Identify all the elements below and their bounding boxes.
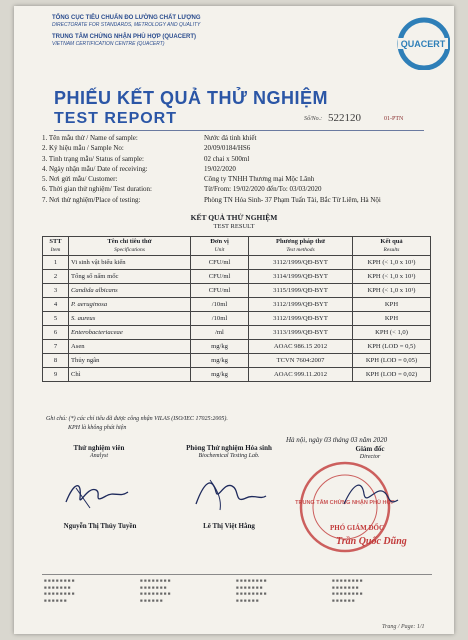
- info-row: [42, 134, 442, 144]
- cell-result: KPH (< 1,0 x 10¹): [353, 284, 431, 298]
- footer-contact-3: ■ ■ ■ ■ ■ ■ ■ ■ ■ ■ ■ ■ ■ ■ ■ ■ ■ ■ ■ ■ ■ ■ ■ ■ ■ ■ ■ ■ ■: [236, 578, 267, 603]
- column-header-label: STT: [49, 238, 62, 245]
- info-label: 4. Ngày nhận mẫu/ Date of receiving:: [42, 164, 148, 173]
- footer-divider: [42, 574, 432, 575]
- column-header-label: Tên chỉ tiêu thử: [107, 238, 152, 245]
- cell-method: AOAC 999.11.2012: [249, 368, 353, 382]
- footer-contact-1: ■ ■ ■ ■ ■ ■ ■ ■ ■ ■ ■ ■ ■ ■ ■ ■ ■ ■ ■ ■ ■ ■ ■ ■ ■ ■ ■ ■ ■: [44, 578, 75, 603]
- table-row: [43, 312, 431, 326]
- organization-header: [52, 14, 352, 48]
- report-number-label: Số/No.:: [304, 116, 323, 122]
- info-row: [42, 155, 442, 165]
- cell-spec: Vi sinh vật biểu kiến: [69, 256, 191, 270]
- cell-item: 6: [43, 326, 69, 340]
- quacert-logo: [394, 14, 450, 70]
- cell-result: KPH (LOD = 0,05): [353, 354, 431, 368]
- result-heading-en: TEST RESULT: [213, 223, 255, 230]
- stamp-text: TRUNG TÂM CHỨNG NHẬN PHÙ HỢP: [295, 500, 395, 506]
- table-row: [43, 298, 431, 312]
- cell-result: KPH (LOD = 0,02): [353, 368, 431, 382]
- table-row: [43, 284, 431, 298]
- cell-item: 2: [43, 270, 69, 284]
- info-row: [42, 175, 442, 185]
- cell-unit: CFU/ml: [191, 270, 249, 284]
- page-number: [382, 624, 425, 630]
- cell-spec: S. aureus: [69, 312, 191, 326]
- cell-item: 7: [43, 340, 69, 354]
- cell-spec: Candida albicans: [69, 284, 191, 298]
- cell-unit: mg/kg: [191, 354, 249, 368]
- cell-result: KPH: [353, 312, 431, 326]
- column-header-sub: Item: [50, 247, 61, 253]
- info-row: [42, 196, 442, 206]
- cell-spec: Enterobacteriaceae: [69, 326, 191, 340]
- info-value: Phòng TN Hóa Sinh- 37 Phạm Tuấn Tài, Bắc Từ Liêm, Hà Nội: [204, 195, 381, 204]
- form-code: 01-PTN: [384, 116, 404, 122]
- cell-item: 3: [43, 284, 69, 298]
- info-value: 20/09/0184/HS6: [204, 144, 251, 153]
- info-label: 3. Tình trạng mẫu/ Status of sample:: [42, 154, 144, 163]
- cell-result: KPH (< 1,0 x 10¹): [353, 270, 431, 284]
- column-header-spec: [69, 237, 191, 256]
- lab-manager-name: Lê Thị Việt Hằng: [203, 522, 255, 530]
- results-table: [42, 236, 431, 382]
- cell-unit: /ml: [191, 326, 249, 340]
- cell-item: 8: [43, 354, 69, 368]
- info-row: [42, 144, 442, 154]
- column-header-sub: Test methods: [286, 247, 315, 253]
- column-header-label: Đơn vị: [210, 238, 229, 245]
- cell-unit: /10ml: [191, 298, 249, 312]
- cell-unit: CFU/ml: [191, 284, 249, 298]
- cell-method: 3114/1999/QĐ-BYT: [249, 270, 353, 284]
- info-label: 7. Nơi thử nghiệm/Place of testing:: [42, 195, 141, 204]
- cell-result: KPH: [353, 298, 431, 312]
- cell-unit: mg/kg: [191, 340, 249, 354]
- table-row: [43, 340, 431, 354]
- table-row: [43, 270, 431, 284]
- analyst-signature: [62, 476, 132, 512]
- cell-item: 5: [43, 312, 69, 326]
- cell-spec: Chì: [69, 368, 191, 382]
- cell-result: KPH (LOD = 0,5): [353, 340, 431, 354]
- cell-method: 3115/1999/QĐ-BYT: [249, 284, 353, 298]
- cell-method: TCVN 7604:2007: [249, 354, 353, 368]
- director-title: Giám đốc: [355, 445, 385, 453]
- director-sub: Director: [359, 454, 381, 460]
- cell-spec: P. aeruginosa: [69, 298, 191, 312]
- table-row: [43, 256, 431, 270]
- result-heading: [14, 213, 454, 231]
- cell-unit: /10ml: [191, 312, 249, 326]
- cell-spec: Thủy ngân: [69, 354, 191, 368]
- page-label: Trang / Page:: [382, 624, 416, 630]
- report-title: PHIẾU KẾT QUẢ THỬ NGHIỆM: [54, 88, 328, 108]
- info-label: 5. Nơi gửi mẫu/ Customer:: [42, 175, 118, 184]
- center-name-en: VIETNAM CERTIFICATION CENTRE (QUACERT): [52, 41, 165, 47]
- logo-text: QUACERT: [400, 39, 446, 49]
- info-value: 19/02/2020: [204, 164, 236, 173]
- cell-method: AOAC 986.15 2012: [249, 340, 353, 354]
- column-header-label: Phương pháp thử: [276, 238, 325, 245]
- center-name: TRUNG TÂM CHỨNG NHẬN PHÙ HỢP (QUACERT): [52, 34, 196, 40]
- info-label: 6. Thời gian thử nghiệm/ Test duration:: [42, 185, 152, 194]
- column-header-unit: [191, 237, 249, 256]
- column-header-sub: Results: [383, 247, 400, 253]
- info-row: [42, 185, 442, 195]
- cell-item: 9: [43, 368, 69, 382]
- cell-method: 3112/1999/QĐ-BYT: [249, 298, 353, 312]
- column-header-method: [249, 237, 353, 256]
- info-label: 2. Ký hiệu mẫu / Sample No:: [42, 144, 124, 153]
- note-kph: KPH là không phát hiện: [68, 425, 127, 431]
- cell-method: 3112/1999/QĐ-BYT: [249, 256, 353, 270]
- column-header-label: Kết quả: [380, 238, 403, 245]
- sample-info: [42, 134, 442, 206]
- cell-item: 4: [43, 298, 69, 312]
- cell-method: 3113/1999/QĐ-BYT: [249, 326, 353, 340]
- info-value: 02 chai x 500ml: [204, 154, 250, 163]
- column-header-item: [43, 237, 69, 256]
- org-name: TỔNG CỤC TIÊU CHUẨN ĐO LƯỜNG CHẤT LƯỢNG: [52, 15, 201, 21]
- cell-unit: mg/kg: [191, 368, 249, 382]
- info-label: 1. Tên mẫu thử / Name of sample:: [42, 134, 138, 142]
- info-value: Nước đá tinh khiết: [204, 134, 257, 142]
- table-row: [43, 354, 431, 368]
- signing-date: Hà nội, ngày 03 tháng 03 năm 2020: [286, 436, 388, 444]
- lab-signature: [190, 474, 270, 514]
- cell-item: 1: [43, 256, 69, 270]
- page-value: 1/1: [416, 624, 425, 630]
- cell-result: KPH (< 1,0 x 10¹): [353, 256, 431, 270]
- column-header-sub: Unit: [214, 247, 225, 253]
- analyst-title: Thử nghiệm viên: [73, 444, 125, 452]
- note-accreditation: Ghi chú: (*) các chỉ tiêu đã được công nhận VILAS (ISO/IEC 17025:2005).: [46, 416, 228, 422]
- analyst-sub: Analyst: [90, 453, 108, 459]
- lab-sub: Biochemical Testing Lab.: [198, 453, 260, 459]
- footer-contact-2: ■ ■ ■ ■ ■ ■ ■ ■ ■ ■ ■ ■ ■ ■ ■ ■ ■ ■ ■ ■ ■ ■ ■ ■ ■ ■ ■ ■ ■: [140, 578, 171, 603]
- info-value: Công ty TNHH Thương mại Mộc Lãnh: [204, 175, 315, 184]
- table-header-row: [43, 237, 431, 256]
- info-row: [42, 165, 442, 175]
- table-row: [43, 368, 431, 382]
- table-row: [43, 326, 431, 340]
- cell-spec: Tổng số nấm mốc: [69, 270, 191, 284]
- info-value: Từ/From: 19/02/2020 đến/To: 03/03/2020: [204, 185, 322, 194]
- cell-spec: Asen: [69, 340, 191, 354]
- report-sheet: [14, 6, 454, 634]
- column-header-result: [353, 237, 431, 256]
- notes: [46, 415, 228, 433]
- result-heading-vn: KẾT QUẢ THỬ NGHIỆM: [190, 213, 278, 222]
- report-title-en: TEST REPORT: [54, 110, 424, 131]
- cell-unit: CFU/ml: [191, 256, 249, 270]
- analyst-name: Nguyễn Thị Thúy Tuyền: [63, 522, 137, 530]
- deputy-director-name: Trần Quốc Dũng: [336, 536, 407, 547]
- footer-contact-4: ■ ■ ■ ■ ■ ■ ■ ■ ■ ■ ■ ■ ■ ■ ■ ■ ■ ■ ■ ■ ■ ■ ■ ■ ■ ■ ■ ■ ■: [332, 578, 363, 603]
- director-signature: [340, 476, 400, 516]
- report-number: 522120: [328, 112, 361, 124]
- lab-title: Phòng Thử nghiệm Hóa sinh: [186, 444, 272, 452]
- cell-result: KPH (< 1,0): [353, 326, 431, 340]
- cell-method: 3112/1999/QĐ-BYT: [249, 312, 353, 326]
- deputy-director-title: PHÓ GIÁM ĐỐC: [330, 524, 385, 532]
- org-name-en: DIRECTORATE FOR STANDARDS, METROLOGY AND QUALITY: [52, 22, 201, 28]
- column-header-sub: Specifications: [114, 247, 145, 253]
